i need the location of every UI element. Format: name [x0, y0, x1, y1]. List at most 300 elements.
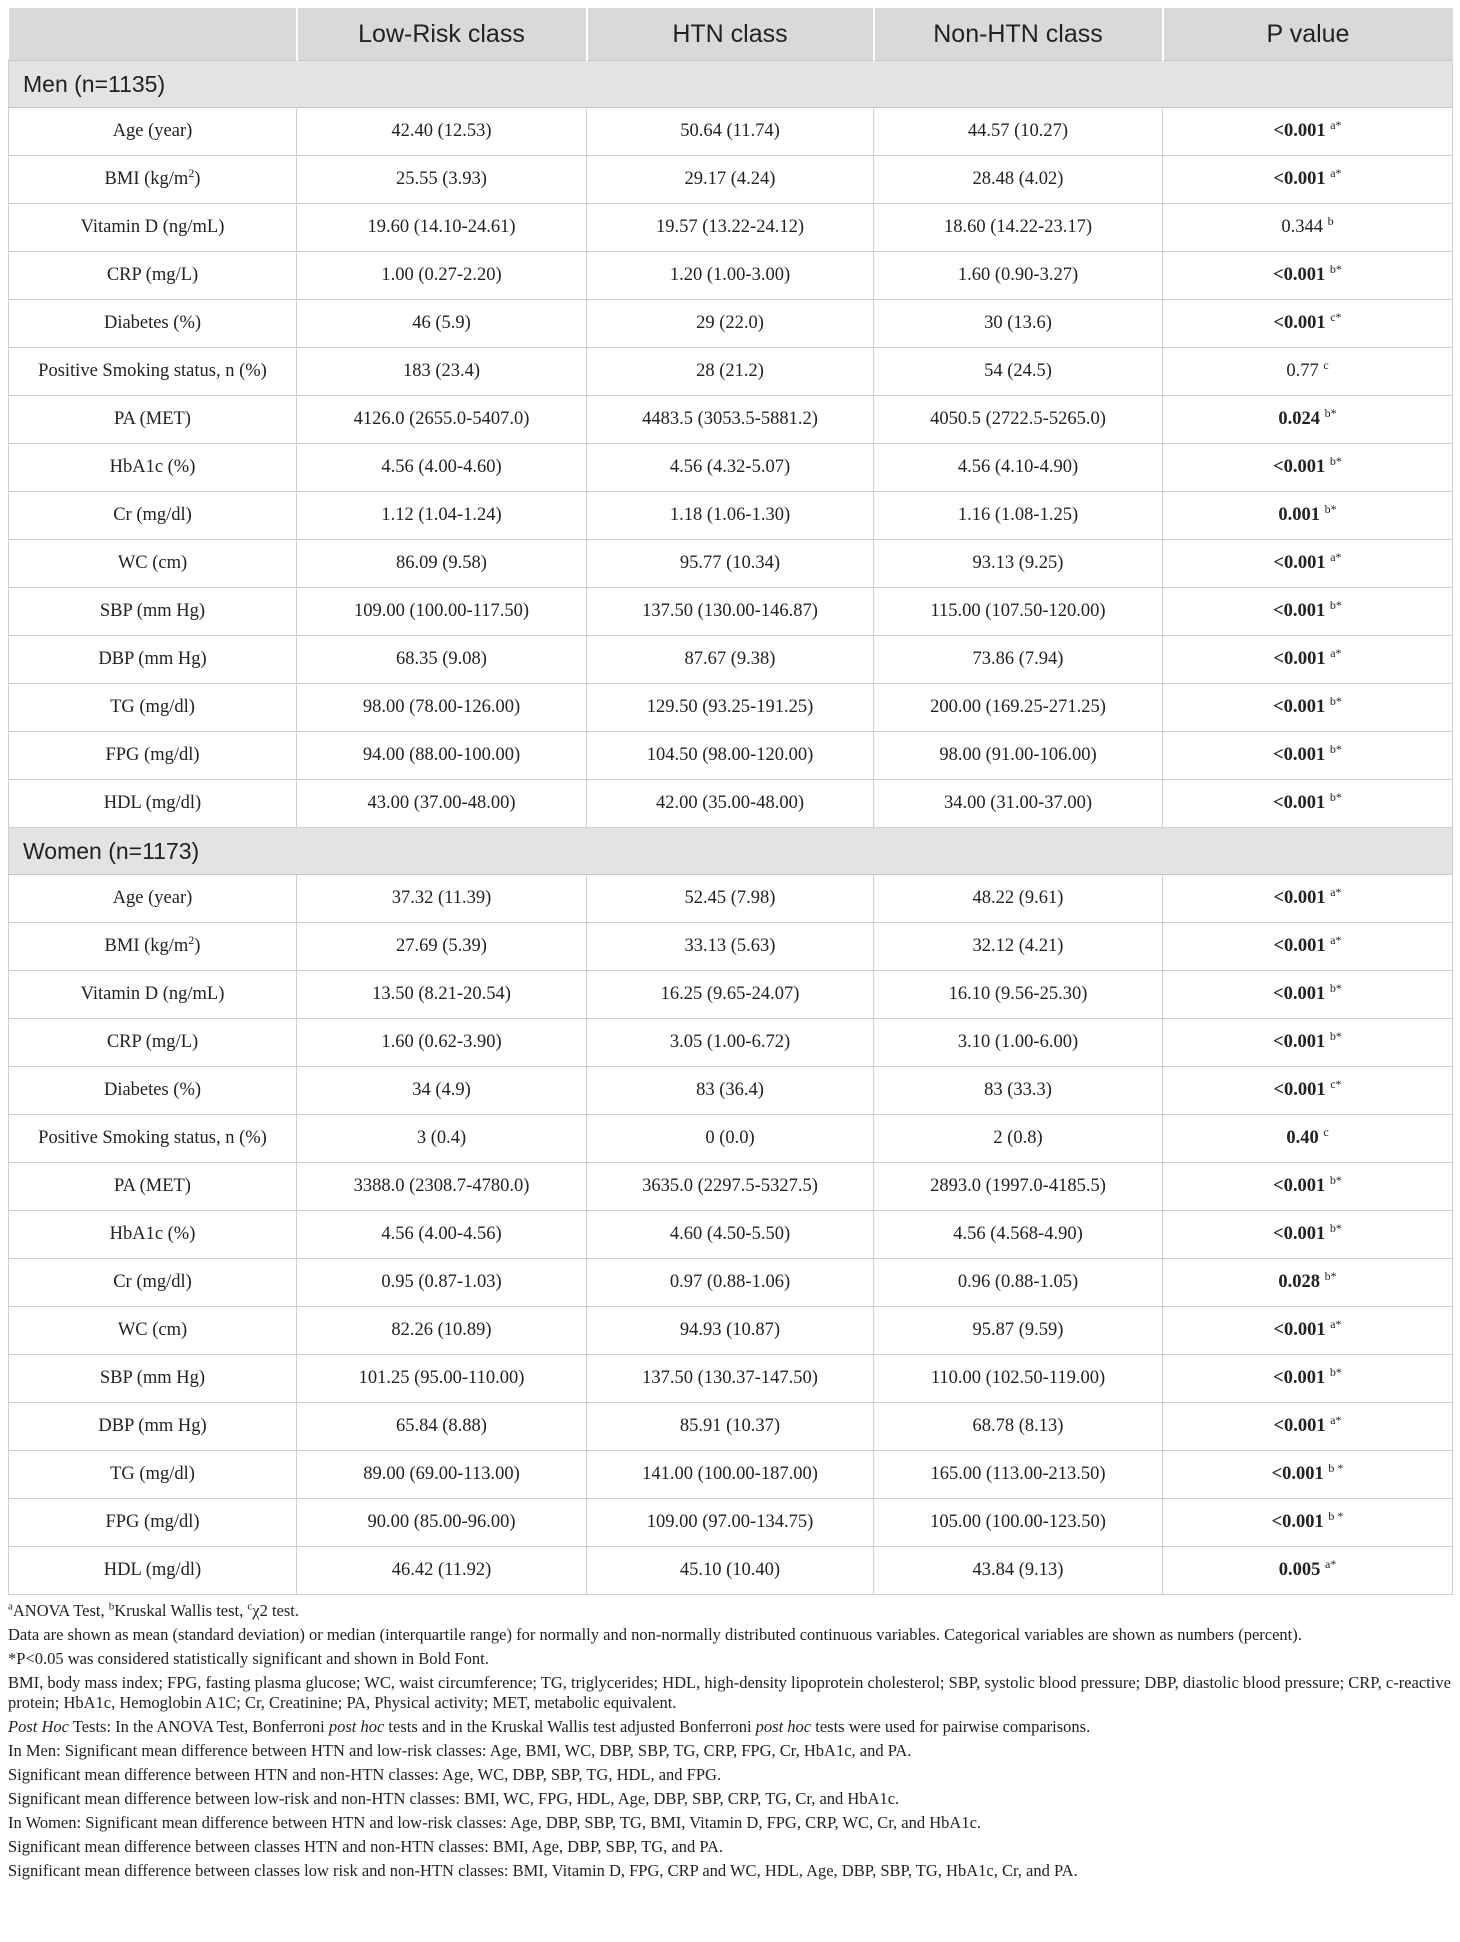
p-value: [1163, 1355, 1453, 1403]
table-figure: [8, 8, 1452, 1885]
non-htn-value: 200.00 (169.25-271.25): [874, 684, 1163, 732]
low-risk-value: 1.12 (1.04-1.24): [297, 492, 587, 540]
low-risk-value: 3388.0 (2308.7-4780.0): [297, 1163, 587, 1211]
non-htn-value: 98.00 (91.00-106.00): [874, 732, 1163, 780]
non-htn-value: 115.00 (107.50-120.00): [874, 588, 1163, 636]
htn-value: 85.91 (10.37): [587, 1403, 874, 1451]
low-risk-value: 4.56 (4.00-4.56): [297, 1211, 587, 1259]
variable-label-text: TG (mg/dl): [110, 1464, 195, 1484]
non-htn-value: 93.13 (9.25): [874, 540, 1163, 588]
p-value-marker: c*: [1330, 309, 1342, 324]
p-value-number: <0.001: [1273, 121, 1326, 141]
non-htn-value: 110.00 (102.50-119.00): [874, 1355, 1163, 1403]
non-htn-value: 1.60 (0.90-3.27): [874, 252, 1163, 300]
variable-label-text: Vitamin D (ng/mL): [80, 217, 225, 237]
p-value: [1163, 396, 1453, 444]
p-value-number: <0.001: [1273, 1320, 1326, 1340]
p-value-number: <0.001: [1273, 984, 1326, 1004]
htn-value: 83 (36.4): [587, 1067, 874, 1115]
variable-label-superscript: 2: [188, 165, 195, 180]
htn-value: 87.67 (9.38): [587, 636, 874, 684]
p-value-marker: b*: [1329, 1028, 1342, 1043]
footnote-c-text: χ2 test.: [252, 1601, 300, 1620]
p-value-number: <0.001: [1273, 697, 1326, 717]
p-value-marker: b*: [1329, 261, 1342, 276]
footnote-tests: [8, 1601, 1452, 1621]
variable-label: [9, 732, 297, 780]
section-title: Women (n=1173): [9, 828, 1453, 875]
footnote-b-text: Kruskal Wallis test,: [114, 1601, 248, 1620]
low-risk-value: 13.50 (8.21-20.54): [297, 971, 587, 1019]
htn-value: 29 (22.0): [587, 300, 874, 348]
htn-value: 3.05 (1.00-6.72): [587, 1019, 874, 1067]
p-value: [1163, 1451, 1453, 1499]
htn-value: 4483.5 (3053.5-5881.2): [587, 396, 874, 444]
p-value-marker: c*: [1330, 1076, 1342, 1091]
low-risk-value: 4.56 (4.00-4.60): [297, 444, 587, 492]
footnote-a-text: ANOVA Test,: [12, 1601, 109, 1620]
footnote-posthoc: [8, 1717, 1452, 1737]
low-risk-value: 183 (23.4): [297, 348, 587, 396]
table-row: [9, 204, 1453, 252]
low-risk-value: 82.26 (10.89): [297, 1307, 587, 1355]
footnote-diff-men-lowrisk-nonhtn: Significant mean difference between low-risk and non-HTN classes: BMI, WC, FPG, HDL, Age, DBP, SBP, CRP, TG, Cr, and HbA1c.: [8, 1789, 900, 1808]
variable-label-text: DBP (mm Hg): [98, 1416, 207, 1436]
footnote-significance: *P<0.05 was considered statistically significant and shown in Bold Font.: [8, 1649, 489, 1668]
variable-label-text: SBP (mm Hg): [99, 1368, 206, 1388]
table-footnotes: [8, 1601, 1452, 1881]
p-value-marker: a*: [1330, 117, 1342, 132]
p-value: [1163, 780, 1453, 828]
variable-label: [9, 1451, 297, 1499]
p-value: [1163, 1307, 1453, 1355]
variable-label: [9, 588, 297, 636]
table-row: [9, 1307, 1453, 1355]
variable-label-text: PA (MET): [114, 409, 191, 429]
htn-value: 52.45 (7.98): [587, 875, 874, 923]
variable-label: [9, 492, 297, 540]
footnote-b-marker: b: [108, 1600, 115, 1613]
p-value-marker: b*: [1324, 501, 1337, 516]
p-value-marker: b*: [1329, 693, 1342, 708]
non-htn-value: 1.16 (1.08-1.25): [874, 492, 1163, 540]
non-htn-value: 95.87 (9.59): [874, 1307, 1163, 1355]
p-value-number: <0.001: [1273, 457, 1326, 477]
p-value: [1163, 108, 1453, 156]
table-row: [9, 1259, 1453, 1307]
non-htn-value: 43.84 (9.13): [874, 1547, 1163, 1595]
variable-label: [9, 348, 297, 396]
htn-value: 4.60 (4.50-5.50): [587, 1211, 874, 1259]
htn-value: 137.50 (130.00-146.87): [587, 588, 874, 636]
results-table: [8, 8, 1453, 1595]
low-risk-value: 27.69 (5.39): [297, 923, 587, 971]
non-htn-value: 73.86 (7.94): [874, 636, 1163, 684]
p-value: [1163, 300, 1453, 348]
non-htn-value: 0.96 (0.88-1.05): [874, 1259, 1163, 1307]
p-value: [1163, 444, 1453, 492]
header-non-htn: Non-HTN class: [874, 8, 1163, 61]
p-value-number: <0.001: [1273, 1368, 1326, 1388]
htn-value: 1.18 (1.06-1.30): [587, 492, 874, 540]
p-value-number: <0.001: [1273, 169, 1326, 189]
low-risk-value: 46 (5.9): [297, 300, 587, 348]
footnote-a-marker: a: [8, 1600, 13, 1613]
variable-label-text: Age (year): [112, 888, 193, 908]
variable-label-text: Cr (mg/dl): [113, 1272, 192, 1292]
posthoc-text-3: tests were used for pairwise comparisons.: [811, 1717, 1091, 1736]
variable-label-text: HbA1c (%): [109, 457, 196, 477]
section-header-row: [9, 61, 1453, 108]
htn-value: 129.50 (93.25-191.25): [587, 684, 874, 732]
variable-label-text: BMI (kg/m: [104, 169, 189, 189]
footnote-diff-women-htn-lowrisk: In Women: Significant mean difference between HTN and low-risk classes: Age, DBP, SBP, TG, BMI, Vitamin D, FPG, CRP, WC, Cr, and HbA1c.: [8, 1813, 982, 1832]
p-value: [1163, 1067, 1453, 1115]
p-value: [1163, 1019, 1453, 1067]
variable-label-tail: ): [194, 169, 201, 189]
variable-label: [9, 1355, 297, 1403]
posthoc-term-2: post hoc: [328, 1717, 385, 1736]
p-value-number: <0.001: [1273, 649, 1326, 669]
p-value-number: 0.028: [1278, 1272, 1320, 1292]
variable-label-text: Vitamin D (ng/mL): [80, 984, 225, 1004]
table-row: [9, 1403, 1453, 1451]
variable-label: [9, 1547, 297, 1595]
p-value: [1163, 875, 1453, 923]
table-row: [9, 1355, 1453, 1403]
section-title: Men (n=1135): [9, 61, 1453, 108]
variable-label: [9, 923, 297, 971]
variable-label-text: Diabetes (%): [103, 1080, 202, 1100]
table-row: [9, 732, 1453, 780]
p-value-marker: b*: [1329, 789, 1342, 804]
variable-label-text: WC (cm): [117, 1320, 188, 1340]
low-risk-value: 89.00 (69.00-113.00): [297, 1451, 587, 1499]
variable-label: [9, 1067, 297, 1115]
p-value-number: <0.001: [1273, 1080, 1326, 1100]
p-value: [1163, 348, 1453, 396]
table-row: [9, 1019, 1453, 1067]
variable-label: [9, 780, 297, 828]
table-row: [9, 252, 1453, 300]
p-value: [1163, 588, 1453, 636]
low-risk-value: 43.00 (37.00-48.00): [297, 780, 587, 828]
p-value: [1163, 971, 1453, 1019]
table-row: [9, 588, 1453, 636]
table-row: [9, 1163, 1453, 1211]
p-value-number: <0.001: [1273, 936, 1326, 956]
low-risk-value: 94.00 (88.00-100.00): [297, 732, 587, 780]
p-value-marker: b *: [1328, 1508, 1344, 1523]
low-risk-value: 42.40 (12.53): [297, 108, 587, 156]
p-value-number: <0.001: [1273, 553, 1326, 573]
low-risk-value: 101.25 (95.00-110.00): [297, 1355, 587, 1403]
table-row: [9, 1115, 1453, 1163]
non-htn-value: 2 (0.8): [874, 1115, 1163, 1163]
p-value-marker: b*: [1329, 1220, 1342, 1235]
non-htn-value: 34.00 (31.00-37.00): [874, 780, 1163, 828]
p-value-marker: a*: [1330, 1316, 1342, 1331]
htn-value: 95.77 (10.34): [587, 540, 874, 588]
variable-label-text: CRP (mg/L): [106, 265, 199, 285]
p-value-marker: c: [1323, 1124, 1329, 1139]
table-row: [9, 1547, 1453, 1595]
table-row: [9, 636, 1453, 684]
low-risk-value: 37.32 (11.39): [297, 875, 587, 923]
p-value-marker: a*: [1330, 932, 1342, 947]
variable-label: [9, 875, 297, 923]
variable-label: [9, 1403, 297, 1451]
variable-label: [9, 971, 297, 1019]
table-row: [9, 300, 1453, 348]
table-row: [9, 1211, 1453, 1259]
non-htn-value: 2893.0 (1997.0-4185.5): [874, 1163, 1163, 1211]
htn-value: 19.57 (13.22-24.12): [587, 204, 874, 252]
posthoc-text-1: Tests: In the ANOVA Test, Bonferroni: [68, 1717, 329, 1736]
p-value: [1163, 1211, 1453, 1259]
variable-label-text: Cr (mg/dl): [113, 505, 192, 525]
non-htn-value: 44.57 (10.27): [874, 108, 1163, 156]
variable-label: [9, 1307, 297, 1355]
footnote-abbreviations: BMI, body mass index; FPG, fasting plasma glucose; WC, waist circumference; TG, triglycerides; HDL, high-density lipoprotein cholesterol; SBP, systolic blood pressure; DBP, diastolic blood pressure; CRP, c-reactive protein; HbA1c, Hemoglobin A1C; Cr, Creatinine; PA, Physical activity; MET, metabolic equivalent.: [8, 1673, 1451, 1712]
p-value-number: 0.344: [1281, 217, 1323, 237]
p-value-marker: b*: [1329, 980, 1342, 995]
variable-label-tail: ): [194, 936, 201, 956]
variable-label: [9, 156, 297, 204]
p-value-marker: b*: [1329, 741, 1342, 756]
variable-label: [9, 1259, 297, 1307]
variable-label-text: Age (year): [112, 121, 193, 141]
p-value-marker: b*: [1329, 1364, 1342, 1379]
variable-label-text: FPG (mg/dl): [105, 745, 200, 765]
p-value: [1163, 636, 1453, 684]
posthoc-text-2: tests and in the Kruskal Wallis test adjusted Bonferroni: [384, 1717, 756, 1736]
non-htn-value: 165.00 (113.00-213.50): [874, 1451, 1163, 1499]
p-value-number: <0.001: [1273, 1176, 1326, 1196]
footnote-diff-men-htn-lowrisk: In Men: Significant mean difference between HTN and low-risk classes: Age, BMI, WC, DBP, SBP, TG, CRP, FPG, Cr, HbA1c, and PA.: [8, 1741, 912, 1760]
footnote-diff-women-htn-nonhtn: Significant mean difference between classes HTN and non-HTN classes: BMI, Age, DBP, SBP, TG, and PA.: [8, 1837, 724, 1856]
variable-label: [9, 636, 297, 684]
non-htn-value: 18.60 (14.22-23.17): [874, 204, 1163, 252]
p-value-marker: a*: [1324, 1556, 1337, 1571]
p-value: [1163, 156, 1453, 204]
p-value: [1163, 1499, 1453, 1547]
htn-value: 16.25 (9.65-24.07): [587, 971, 874, 1019]
variable-label: [9, 108, 297, 156]
header-low-risk: Low-Risk class: [297, 8, 587, 61]
non-htn-value: 32.12 (4.21): [874, 923, 1163, 971]
footnote-data-description: Data are shown as mean (standard deviation) or median (interquartile range) for normally and non-normally distributed continuous variables. Categorical variables are shown as numbers (percent).: [8, 1625, 1302, 1644]
low-risk-value: 98.00 (78.00-126.00): [297, 684, 587, 732]
p-value-number: <0.001: [1273, 1416, 1326, 1436]
p-value: [1163, 252, 1453, 300]
variable-label-text: FPG (mg/dl): [105, 1512, 200, 1532]
p-value-number: 0.77: [1286, 361, 1319, 381]
non-htn-value: 16.10 (9.56-25.30): [874, 971, 1163, 1019]
variable-label: [9, 204, 297, 252]
htn-value: 33.13 (5.63): [587, 923, 874, 971]
posthoc-term-1: Post Hoc: [8, 1717, 69, 1736]
p-value: [1163, 923, 1453, 971]
table-row: [9, 540, 1453, 588]
low-risk-value: 1.00 (0.27-2.20): [297, 252, 587, 300]
htn-value: 0 (0.0): [587, 1115, 874, 1163]
table-header: [9, 8, 1453, 61]
p-value-number: 0.005: [1278, 1560, 1321, 1580]
p-value-number: <0.001: [1273, 745, 1326, 765]
p-value-number: 0.024: [1278, 409, 1320, 429]
variable-label-text: HbA1c (%): [109, 1224, 196, 1244]
p-value-number: <0.001: [1273, 1032, 1326, 1052]
low-risk-value: 1.60 (0.62-3.90): [297, 1019, 587, 1067]
p-value-number: <0.001: [1273, 888, 1326, 908]
p-value-marker: a*: [1330, 1412, 1342, 1427]
posthoc-term-3: post hoc: [755, 1717, 812, 1736]
table-row: [9, 1067, 1453, 1115]
htn-value: 0.97 (0.88-1.06): [587, 1259, 874, 1307]
p-value: [1163, 684, 1453, 732]
header-p-value: P value: [1163, 8, 1453, 61]
low-risk-value: 68.35 (9.08): [297, 636, 587, 684]
variable-label-text: TG (mg/dl): [110, 697, 195, 717]
variable-label: [9, 1163, 297, 1211]
p-value-marker: b*: [1329, 597, 1342, 612]
variable-label: [9, 300, 297, 348]
footnote-diff-women-lowrisk-nonhtn: Significant mean difference between classes low risk and non-HTN classes: BMI, Vitamin D, FPG, CRP and WC, HDL, Age, DBP, SBP, TG, HbA1c, Cr, and PA.: [8, 1861, 1078, 1880]
htn-value: 42.00 (35.00-48.00): [587, 780, 874, 828]
non-htn-value: 28.48 (4.02): [874, 156, 1163, 204]
variable-label: [9, 684, 297, 732]
p-value-marker: c: [1323, 357, 1329, 372]
p-value: [1163, 1259, 1453, 1307]
variable-label-text: Diabetes (%): [103, 313, 202, 333]
variable-label: [9, 1019, 297, 1067]
non-htn-value: 68.78 (8.13): [874, 1403, 1163, 1451]
non-htn-value: 48.22 (9.61): [874, 875, 1163, 923]
variable-label-text: BMI (kg/m: [104, 936, 189, 956]
variable-label: [9, 540, 297, 588]
variable-label-text: WC (cm): [117, 553, 188, 573]
low-risk-value: 34 (4.9): [297, 1067, 587, 1115]
table-row: [9, 971, 1453, 1019]
low-risk-value: 0.95 (0.87-1.03): [297, 1259, 587, 1307]
p-value-number: <0.001: [1273, 793, 1326, 813]
variable-label-text: CRP (mg/L): [106, 1032, 199, 1052]
variable-label-text: SBP (mm Hg): [99, 601, 206, 621]
p-value-number: 0.40: [1286, 1128, 1319, 1148]
htn-value: 50.64 (11.74): [587, 108, 874, 156]
variable-label-superscript: 2: [188, 932, 195, 947]
p-value-number: <0.001: [1273, 1224, 1326, 1244]
non-htn-value: 54 (24.5): [874, 348, 1163, 396]
p-value: [1163, 732, 1453, 780]
low-risk-value: 109.00 (100.00-117.50): [297, 588, 587, 636]
variable-label-text: DBP (mm Hg): [98, 649, 207, 669]
non-htn-value: 4.56 (4.568-4.90): [874, 1211, 1163, 1259]
header-variable: [9, 8, 297, 61]
p-value: [1163, 1547, 1453, 1595]
htn-value: 94.93 (10.87): [587, 1307, 874, 1355]
htn-value: 137.50 (130.37-147.50): [587, 1355, 874, 1403]
table-row: [9, 444, 1453, 492]
p-value-number: <0.001: [1271, 1512, 1324, 1532]
htn-value: 45.10 (10.40): [587, 1547, 874, 1595]
variable-label: [9, 252, 297, 300]
p-value-marker: a*: [1330, 645, 1342, 660]
header-htn: HTN class: [587, 8, 874, 61]
non-htn-value: 30 (13.6): [874, 300, 1163, 348]
low-risk-value: 90.00 (85.00-96.00): [297, 1499, 587, 1547]
non-htn-value: 4.56 (4.10-4.90): [874, 444, 1163, 492]
htn-value: 4.56 (4.32-5.07): [587, 444, 874, 492]
footnote-c-marker: c: [247, 1600, 253, 1613]
variable-label-text: Positive Smoking status, n (%): [38, 1128, 267, 1148]
p-value-marker: a*: [1330, 549, 1342, 564]
low-risk-value: 25.55 (3.93): [297, 156, 587, 204]
low-risk-value: 19.60 (14.10-24.61): [297, 204, 587, 252]
table-row: [9, 492, 1453, 540]
footnote-diff-men-htn-nonhtn: Significant mean difference between HTN and non-HTN classes: Age, WC, DBP, SBP, TG, HDL, and FPG.: [8, 1765, 722, 1784]
htn-value: 28 (21.2): [587, 348, 874, 396]
table-row: [9, 1451, 1453, 1499]
variable-label: [9, 1211, 297, 1259]
p-value: [1163, 1403, 1453, 1451]
htn-value: 1.20 (1.00-3.00): [587, 252, 874, 300]
p-value: [1163, 204, 1453, 252]
table-row: [9, 875, 1453, 923]
non-htn-value: 3.10 (1.00-6.00): [874, 1019, 1163, 1067]
p-value-number: <0.001: [1273, 601, 1326, 621]
low-risk-value: 3 (0.4): [297, 1115, 587, 1163]
htn-value: 104.50 (98.00-120.00): [587, 732, 874, 780]
htn-value: 109.00 (97.00-134.75): [587, 1499, 874, 1547]
htn-value: 29.17 (4.24): [587, 156, 874, 204]
low-risk-value: 4126.0 (2655.0-5407.0): [297, 396, 587, 444]
p-value-number: 0.001: [1278, 505, 1320, 525]
section-header-row: [9, 828, 1453, 875]
p-value: [1163, 1163, 1453, 1211]
htn-value: 141.00 (100.00-187.00): [587, 1451, 874, 1499]
p-value-marker: a*: [1330, 165, 1342, 180]
p-value-marker: a*: [1330, 884, 1342, 899]
p-value-number: <0.001: [1271, 1464, 1324, 1484]
variable-label: [9, 1499, 297, 1547]
variable-label-text: Positive Smoking status, n (%): [38, 361, 267, 381]
variable-label-text: PA (MET): [114, 1176, 191, 1196]
table-row: [9, 780, 1453, 828]
non-htn-value: 4050.5 (2722.5-5265.0): [874, 396, 1163, 444]
table-row: [9, 348, 1453, 396]
variable-label-text: HDL (mg/dl): [103, 1560, 202, 1580]
table-row: [9, 108, 1453, 156]
p-value-number: <0.001: [1273, 265, 1326, 285]
table-row: [9, 396, 1453, 444]
p-value-marker: b *: [1328, 1460, 1344, 1475]
p-value-marker: b*: [1329, 453, 1342, 468]
low-risk-value: 65.84 (8.88): [297, 1403, 587, 1451]
non-htn-value: 83 (33.3): [874, 1067, 1163, 1115]
p-value-number: <0.001: [1273, 313, 1326, 333]
htn-value: 3635.0 (2297.5-5327.5): [587, 1163, 874, 1211]
table-row: [9, 923, 1453, 971]
variable-label-text: HDL (mg/dl): [103, 793, 202, 813]
p-value-marker: b*: [1324, 405, 1337, 420]
p-value: [1163, 1115, 1453, 1163]
variable-label: [9, 1115, 297, 1163]
p-value: [1163, 492, 1453, 540]
variable-label: [9, 444, 297, 492]
p-value: [1163, 540, 1453, 588]
